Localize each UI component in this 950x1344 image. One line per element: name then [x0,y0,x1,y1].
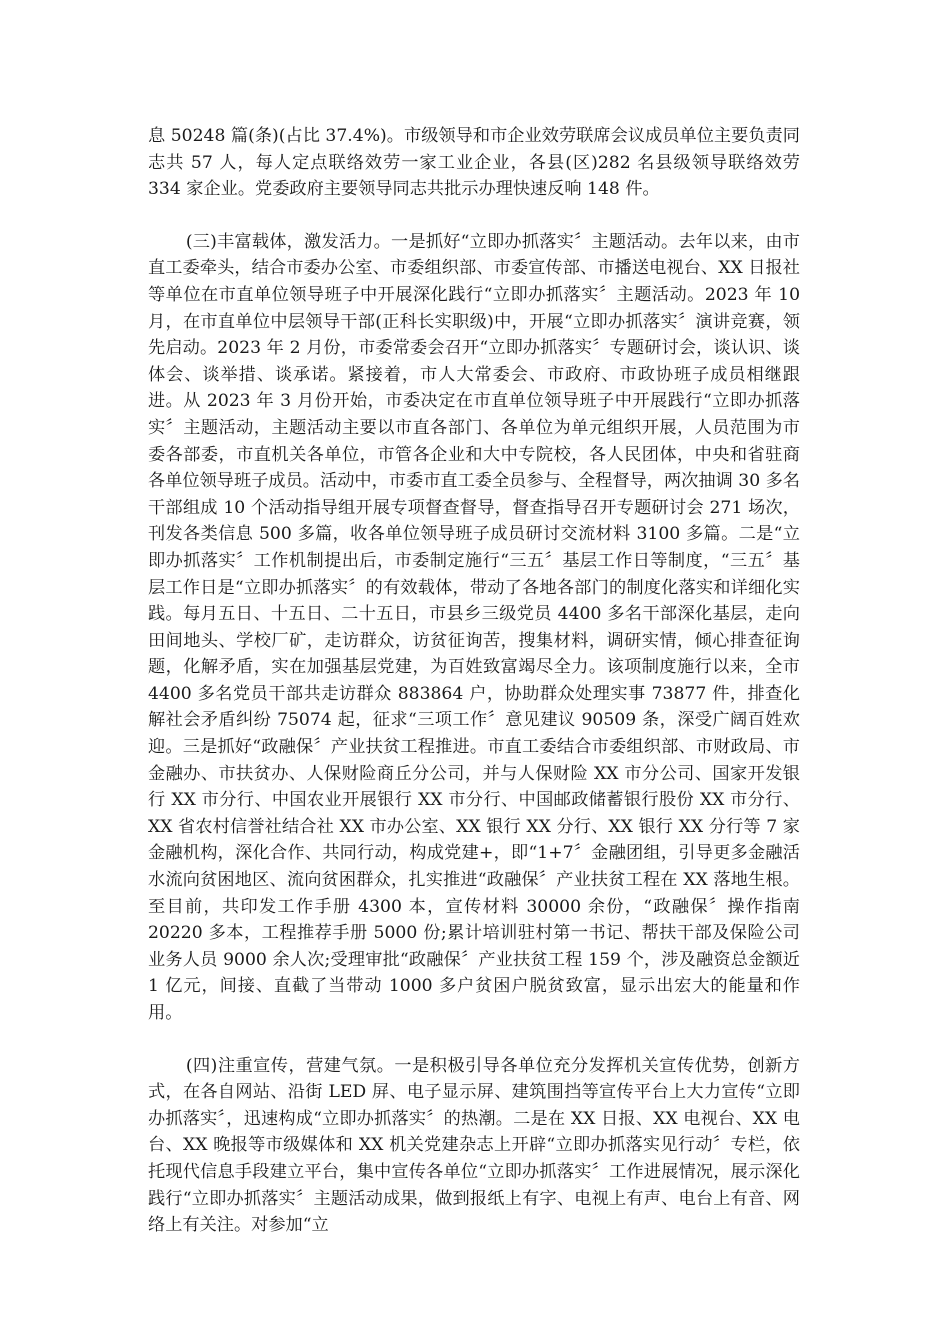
paragraph-gap [148,1027,800,1053]
paragraph-gap [148,203,800,229]
document-body [148,123,800,1239]
paragraph-continuation: 息 50248 篇(条)(占比 37.4%)。市级领导和市企业效劳联席会议成员单位主要负责同志共 57 人，每人定点联络效劳一家工业企业，各县(区)282 名县级领导联络效劳 334 家企业。党委政府主要领导同志共批示办理快速反响 148 件。 [148,126,800,200]
paragraph-section-3: (三)丰富载体，激发活力。一是抓好“立即办抓落实〞主题活动。去年以来，由市直工委牵头，结合市委办公室、市委组织部、市委宣传部、市播送电视台、XX 日报社等单位在市直单位领导班子中开展深化践行“立即办抓落实〞主题活动。2023 年 10 月，在市直单位中层领导干部(正科长实职级)中，开展“立即办抓落实〞演讲竞赛，领先启动。2023 年 2 月份，市委常委会召开“立即办抓落实〞专题研讨会，谈认识、谈体会、谈举措、谈承诺。紧接着，市人大常委会、市政府、市政协班子成员相继跟进。从 2023 年 3 月份开始，市委决定在市直单位领导班子中开展践行“立即办抓落实〞主题活动，主题活动主要以市直各部门、各单位为单元组织开展，人员范围为市委各部委，市直机关各单位，市管各企业和大中专院校，各人民团体，中央和省驻商各单位领导班子成员。活动中，市委市直工委全员参与、全程督导，两次抽调 30 多名干部组成 10 个活动指导组开展专项督查督导，督查指导召开专题研讨会 271 场次，刊发各类信息 500 多篇，收各单位领导班子成员研讨交流材料 3100 多篇。二是“立即办抓落实〞工作机制提出后，市委制定施行“三五〞基层工作日等制度，“三五〞基层工作日是“立即办抓落实〞的有效载体，带动了各地各部门的制度化落实和详细化实践。每月五日、十五日、二十五日，市县乡三级党员 4400 多名干部深化基层，走向田间地头、学校厂矿，走访群众，访贫征询苦，搜集材料，调研实情，倾心排查征询题，化解矛盾，实在加强基层党建，为百姓致富竭尽全力。该项制度施行以来，全市 4400 多名党员干部共走访群众 883864 户，协助群众处理实事 73877 件，排查化解社会矛盾纠纷 75074 起，征求“三项工作〞意见建议 90509 条，深受广阔百姓欢迎。三是抓好“政融保〞产业扶贫工程推进。市直工委结合市委组织部、市财政局、市金融办、市扶贫办、人保财险商丘分公司，并与人保财险 XX 市分公司、国家开发银行 XX 市分行、中国农业开展银行 XX 市分行、中国邮政储蓄银行股份 XX 市分行、XX 省农村信誉社结合社 XX 市办公室、XX 银行 XX 分行、XX 银行 XX 分行等 7 家金融机构，深化合作、共同行动，构成党建+，即“1+7〞金融团组，引导更多金融活水流向贫困地区、流向贫困群众，扎实推进“政融保〞产业扶贫工程在 XX 落地生根。至目前，共印发工作手册 4300 本，宣传材料 30000 余份，“政融保〞操作指南 20220 多本，工程推荐手册 5000 份;累计培训驻村第一书记、帮扶干部及保险公司业务人员 9000 余人次;受理审批“政融保〞产业扶贫工程 159 个，涉及融资总金额近 1 亿元，间接、直截了当带动 1000 多户贫困户脱贫致富，显示出宏大的能量和作用。 [148,231,800,1023]
paragraph-section-4: (四)注重宣传，营建气氛。一是积极引导各单位充分发挥机关宣传优势，创新方式，在各自网站、沿街 LED 屏、电子显示屏、建筑围挡等宣传平台上大力宣传“立即办抓落实〞，迅速构成“立即办抓落实〞的热潮。二是在 XX 日报、XX 电视台、XX 电台、XX 晚报等市级媒体和 XX 机关党建杂志上开辟“立即办抓落实见行动〞专栏，依托现代信息手段建立平台，集中宣传各单位“立即办抓落实〞工作进展情况，展示深化践行“立即办抓落实〞主题活动成果，做到报纸上有字、电视上有声、电台上有音、网络上有关注。对参加“立 [148,1055,800,1236]
